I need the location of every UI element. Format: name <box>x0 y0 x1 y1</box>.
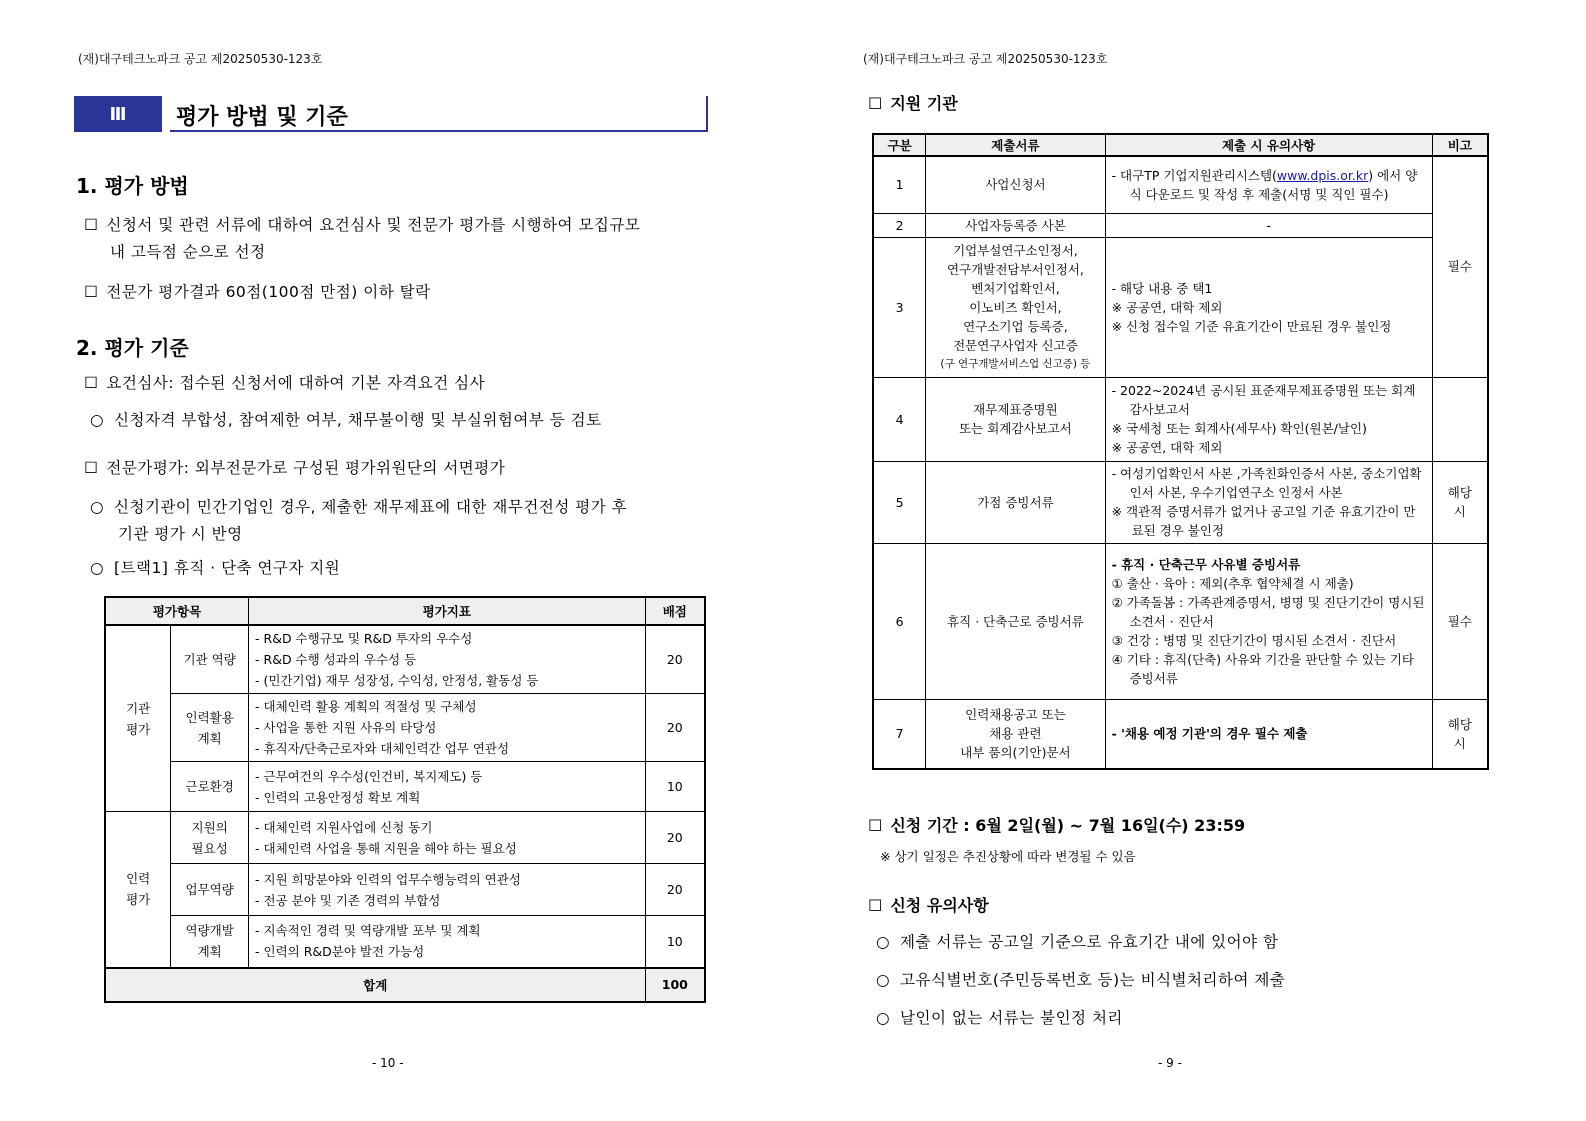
indicator-cell: - 대체인력 지원사업에 신청 동기 - 대체인력 사업을 통해 지원을 해야 하는 필요성 <box>249 812 646 864</box>
note-cell: - 여성기업확인서 사본 ,가족친화인증서 사본, 중소기업확인서 사본, 우수기업연구소 인정서 사본 ※ 객관적 증명서류가 없거나 공고일 기준 유효기간이 만료된 경우 불인정 <box>1105 461 1432 543</box>
row-number: 2 <box>873 213 926 237</box>
period-title: ☐ 신청 기간 : 6월 2일(월) ~ 7월 16일(수) 23:59 <box>868 816 1246 835</box>
group-cell: 인력 평가 <box>105 812 171 968</box>
checkbox-icon: ☐ <box>84 374 99 392</box>
section-number: Ⅲ <box>74 96 162 132</box>
circle-bullet-icon: ○ <box>90 411 105 429</box>
caution-item: ○ 고유식별번호(주민등록번호 등)는 비식별처리하여 제출 <box>876 971 1286 989</box>
indicator-cell: - 지속적인 경력 및 역량개발 포부 및 계획 - 인력의 R&D분야 발전 가능성 <box>249 916 646 968</box>
indicator-cell: - 대체인력 활용 계획의 적절성 및 구체성 - 사업을 통한 지원 사유의 타당성 - 휴직자/단축근로자와 대체인력간 업무 연관성 <box>249 694 646 762</box>
row-number: 4 <box>873 377 926 461</box>
expert-sub-1: ○ 신청기관이 민간기업인 경우, 제출한 재무제표에 대한 재무건전성 평가 후 기관 평가 시 반영 <box>90 498 628 543</box>
indicator-cell: - 지원 희망분야와 인력의 업무수행능력의 연관성 - 전공 분야 및 기존 경력의 부합성 <box>249 864 646 916</box>
circle-bullet-icon: ○ <box>876 971 891 989</box>
note-cell: - 대구TP 기업지원관리시스템(www.dpis.or.kr) 에서 양식 다운로드 및 작성 후 제출(서명 및 직인 필수) <box>1105 156 1432 213</box>
requirement-sub: ○ 신청자격 부합성, 참여제한 여부, 채무불이행 및 부실위험여부 등 검토 <box>90 411 602 429</box>
row-number: 5 <box>873 461 926 543</box>
document-cell: 사업자등록증 사본 <box>926 213 1105 237</box>
remark-cell: 해당 시 <box>1432 461 1488 543</box>
checkbox-icon: ☐ <box>868 94 883 113</box>
evaluation-table <box>104 596 706 1003</box>
dpis-link[interactable]: www.dpis.or.kr <box>1276 167 1369 183</box>
table-header: 평가항목 <box>105 597 249 625</box>
expert-sub-2: ○ [트랙1] 휴직 · 단축 연구자 지원 <box>90 559 341 577</box>
table-header: 제출 시 유의사항 <box>1105 134 1432 156</box>
group-cell: 기관 평가 <box>105 625 171 812</box>
org-title: ☐ 지원 기관 <box>868 94 958 113</box>
note-cell: - 해당 내용 중 택1 ※ 공공연, 대학 제외 ※ 신청 접수일 기준 유효기간이 만료된 경우 불인정 <box>1105 237 1432 377</box>
circle-bullet-icon: ○ <box>876 1009 891 1027</box>
page-number: - 10 - <box>372 1056 404 1070</box>
method-title: 1. 평가 방법 <box>76 174 189 198</box>
total-label: 합계 <box>105 968 645 1002</box>
table-header: 구분 <box>873 134 926 156</box>
document-cell: 가점 증빙서류 <box>926 461 1105 543</box>
period-note: ※ 상기 일정은 추진상황에 따라 변경될 수 있음 <box>880 849 1136 864</box>
table-header: 배점 <box>645 597 705 625</box>
requirement-review: ☐ 요건심사: 접수된 신청서에 대하여 기본 자격요건 심사 <box>84 374 486 392</box>
table-header: 평가지표 <box>249 597 646 625</box>
caution-item: ○ 제출 서류는 공고일 기준으로 유효기간 내에 있어야 함 <box>876 933 1279 951</box>
item-cell: 기관 역량 <box>171 625 249 694</box>
row-number: 1 <box>873 156 926 213</box>
row-number: 6 <box>873 543 926 699</box>
checkbox-icon: ☐ <box>84 459 99 477</box>
item-cell: 근로환경 <box>171 762 249 812</box>
page-number: - 9 - <box>1158 1056 1182 1070</box>
note-cell: - '채용 예정 기관'의 경우 필수 제출 <box>1105 699 1432 769</box>
remark-cell: 필수 <box>1432 543 1488 699</box>
row-number: 3 <box>873 237 926 377</box>
score-cell: 20 <box>645 864 705 916</box>
checkbox-icon: ☐ <box>84 216 99 234</box>
expert-review: ☐ 전문가평가: 외부전문가로 구성된 평가위원단의 서면평가 <box>84 459 506 477</box>
checkbox-icon: ☐ <box>868 896 883 915</box>
document-cell: 기업부설연구소인정서, 연구개발전담부서인정서, 벤처기업확인서, 이노비즈 확인서, 연구소기업 등록증, 전문연구사업자 신고증 (구 연구개발서비스업 신고증) 등 <box>926 237 1105 377</box>
table-header: 제출서류 <box>926 134 1105 156</box>
method-item-1: ☐ 신청서 및 관련 서류에 대하여 요건심사 및 전문가 평가를 시행하여 모집규모 내 고득점 순으로 선정 <box>84 216 641 261</box>
documents-table <box>872 133 1489 770</box>
note-cell: - 휴직 · 단축근무 사유별 증빙서류 ① 출산 · 육아 : 제외(추후 협약체결 시 제출) ② 가족돌봄 : 가족관계증명서, 병명 및 진단기간이 명시된 소견서 · 진단서 ③ 건강 : 병명 및 진단기간이 명시된 소견서 · 진단서 ④ 기타 : 휴직(단축) 사유와 기간을 판단할 수 있는 기타 증빙서류 <box>1105 543 1432 699</box>
score-cell: 20 <box>645 625 705 694</box>
document-cell: 사업신청서 <box>926 156 1105 213</box>
note-cell: - 2022~2024년 공시된 표준재무제표증명원 또는 회계감사보고서 ※ 국세청 또는 회계사(세무사) 확인(원본/날인) ※ 공공연, 대학 제외 <box>1105 377 1432 461</box>
page-header: (재)대구테크노파크 공고 제20250530-123호 <box>78 52 323 66</box>
total-score: 100 <box>645 968 705 1002</box>
section-underline <box>170 130 708 132</box>
method-item-2: ☐ 전문가 평가결과 60점(100점 만점) 이하 탈락 <box>84 283 431 301</box>
circle-bullet-icon: ○ <box>876 933 891 951</box>
table-header: 비고 <box>1432 134 1488 156</box>
indicator-cell: - R&D 수행규모 및 R&D 투자의 우수성 - R&D 수행 성과의 우수성 등 - (민간기업) 재무 성장성, 수익성, 안정성, 활동성 등 <box>249 625 646 694</box>
circle-bullet-icon: ○ <box>90 498 105 516</box>
item-cell: 역량개발 계획 <box>171 916 249 968</box>
caution-item: ○ 날인이 없는 서류는 불인정 처리 <box>876 1009 1123 1027</box>
criteria-title: 2. 평가 기준 <box>76 336 189 360</box>
row-number: 7 <box>873 699 926 769</box>
section-title: 평가 방법 및 기준 <box>176 105 348 130</box>
circle-bullet-icon: ○ <box>90 559 105 577</box>
remark-cell: 해당 시 <box>1432 699 1488 769</box>
caution-title: ☐ 신청 유의사항 <box>868 896 989 915</box>
score-cell: 10 <box>645 762 705 812</box>
remark-cell <box>1432 377 1488 461</box>
score-cell: 20 <box>645 812 705 864</box>
remark-cell: 필수 <box>1432 156 1488 377</box>
note-cell: - <box>1105 213 1432 237</box>
checkbox-icon: ☐ <box>84 283 99 301</box>
indicator-cell: - 근무여건의 우수성(인건비, 복지제도) 등 - 인력의 고용안정성 확보 계획 <box>249 762 646 812</box>
document-cell: 재무제표증명원 또는 회계감사보고서 <box>926 377 1105 461</box>
score-cell: 20 <box>645 694 705 762</box>
section-heading <box>74 96 708 132</box>
item-cell: 지원의 필요성 <box>171 812 249 864</box>
document-cell: 휴직 · 단축근로 증빙서류 <box>926 543 1105 699</box>
checkbox-icon: ☐ <box>868 816 883 835</box>
item-cell: 인력활용 계획 <box>171 694 249 762</box>
section-edge <box>706 96 708 132</box>
item-cell: 업무역량 <box>171 864 249 916</box>
page-header: (재)대구테크노파크 공고 제20250530-123호 <box>863 52 1108 66</box>
score-cell: 10 <box>645 916 705 968</box>
document-cell: 인력채용공고 또는 채용 관련 내부 품의(기안)문서 <box>926 699 1105 769</box>
